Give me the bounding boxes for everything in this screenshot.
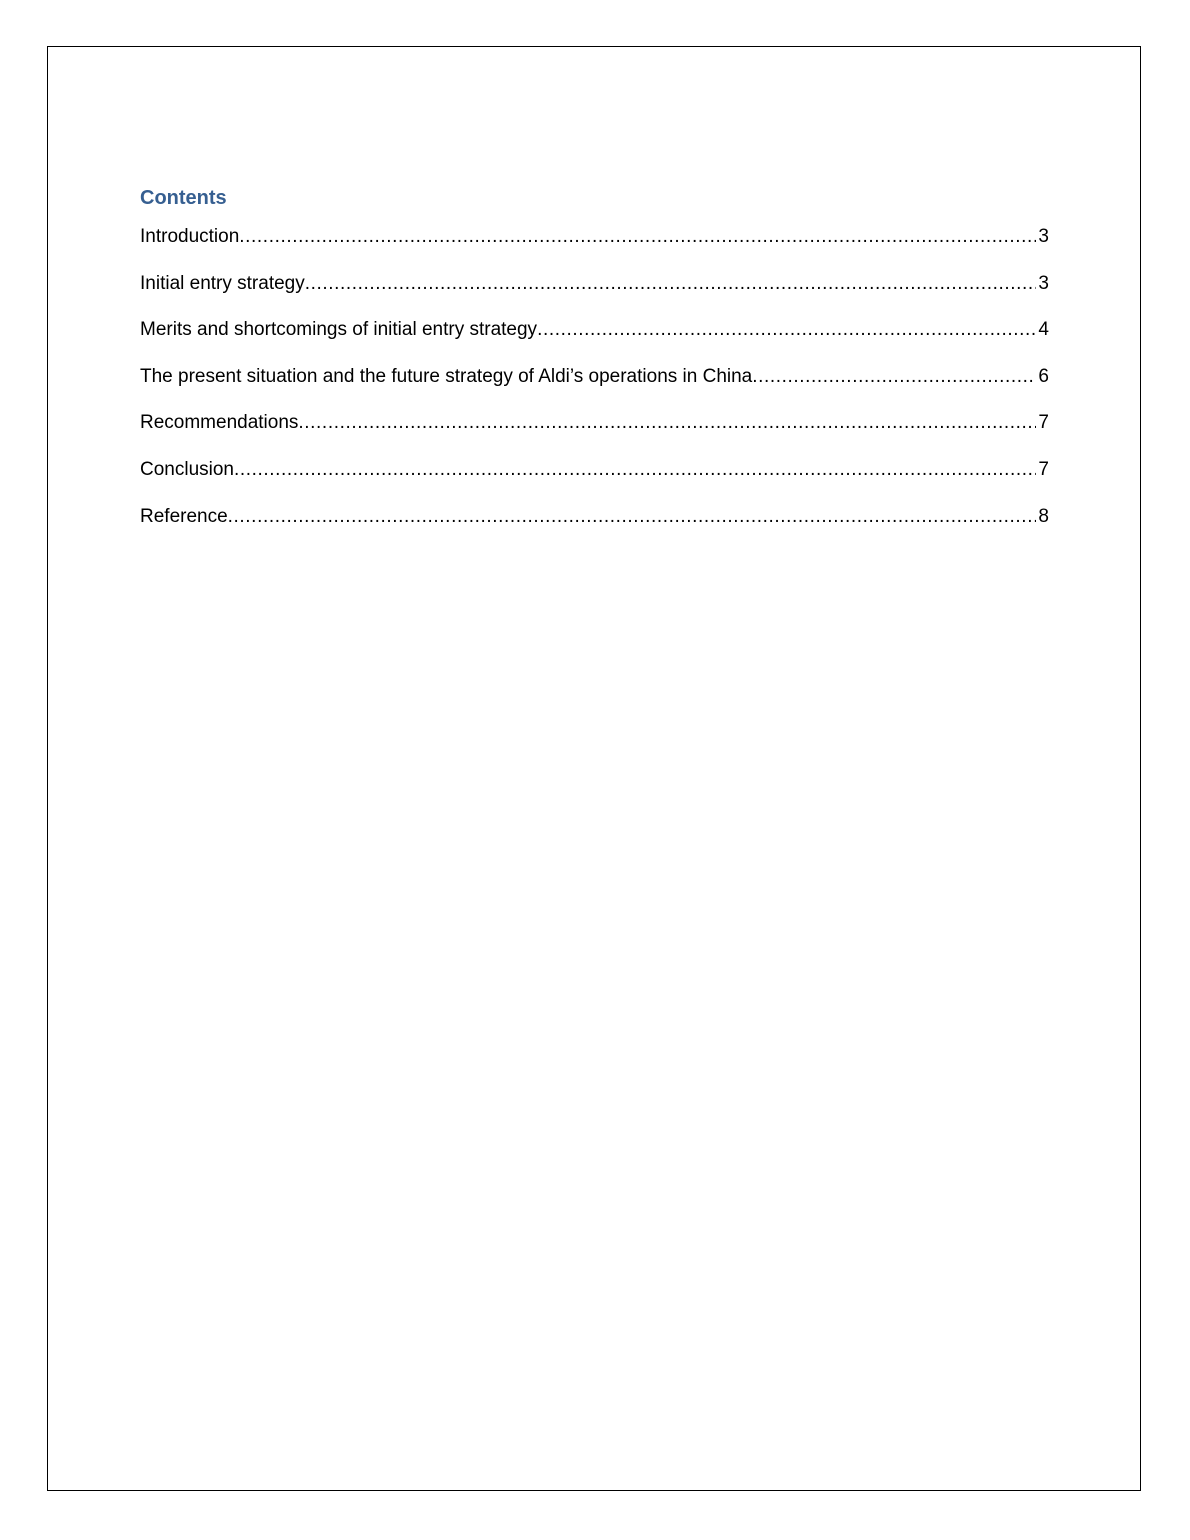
toc-dot-leader (305, 272, 1037, 296)
toc-entry-merits-and-shortcomings[interactable] (140, 318, 1049, 342)
toc-dot-leader (239, 225, 1036, 249)
toc-entry-page: 7 (1038, 458, 1049, 480)
toc-entry-title: Recommendations (140, 412, 299, 434)
toc-entry-page: 3 (1038, 226, 1049, 247)
table-of-contents (140, 184, 1049, 529)
toc-entry-page: 3 (1038, 272, 1049, 294)
toc-entry-page: 6 (1038, 365, 1049, 387)
toc-entry-recommendations[interactable] (140, 411, 1049, 435)
toc-entry-title: The present situation and the future strategy of Aldi’s operations in China (140, 365, 753, 387)
toc-entry-reference[interactable] (140, 505, 1049, 529)
toc-entry-title: Reference (140, 505, 228, 527)
toc-entry-initial-entry-strategy[interactable] (140, 272, 1049, 296)
toc-dot-leader (228, 505, 1037, 529)
toc-entry-page: 4 (1038, 319, 1049, 341)
toc-entry-present-situation[interactable] (140, 365, 1049, 389)
toc-entry-page: 8 (1038, 505, 1049, 527)
toc-entry-page: 7 (1038, 412, 1049, 434)
toc-list (140, 225, 1049, 529)
toc-dot-leader (537, 318, 1036, 342)
toc-entry-title: Merits and shortcomings of initial entry strategy (140, 319, 538, 341)
toc-entry-introduction[interactable] (140, 225, 1049, 249)
toc-entry-conclusion[interactable] (140, 458, 1049, 482)
toc-dot-leader (298, 411, 1036, 435)
toc-dot-leader (234, 458, 1036, 482)
toc-entry-title: Introduction (140, 226, 240, 247)
toc-entry-title: Conclusion (140, 458, 234, 480)
toc-heading: Contents (140, 187, 227, 209)
toc-dot-leader (752, 365, 1036, 389)
toc-entry-title: Initial entry strategy (140, 272, 305, 294)
